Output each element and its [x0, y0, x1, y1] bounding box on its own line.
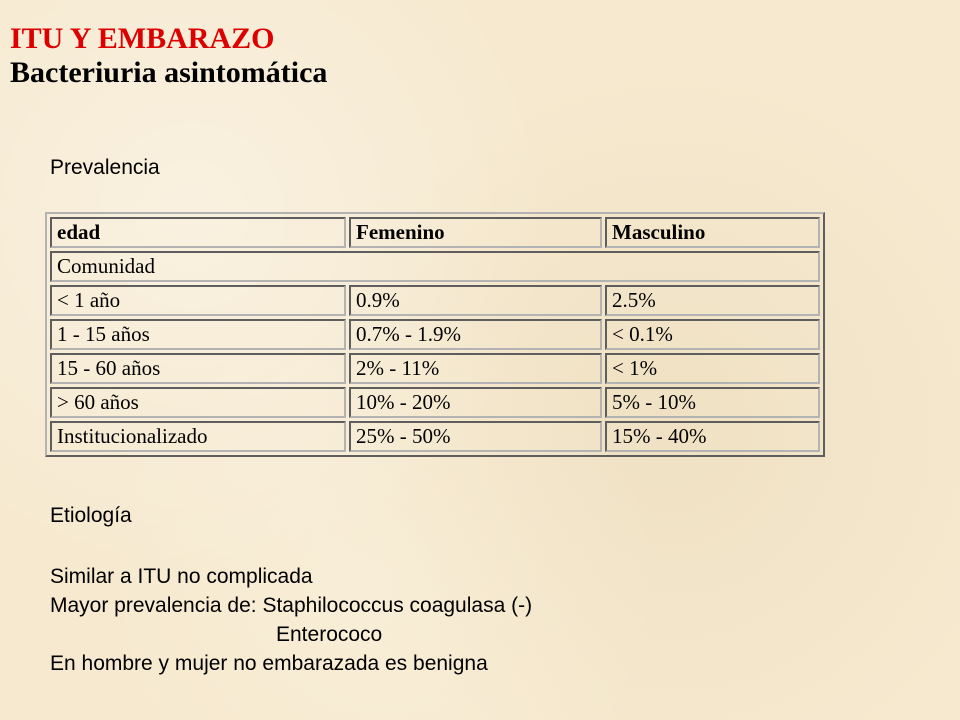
title-line-1: ITU Y EMBARAZO	[10, 22, 275, 55]
etiology-text	[50, 562, 532, 678]
table-row	[50, 285, 820, 316]
prevalence-heading: Prevalencia	[50, 156, 160, 179]
slide-title	[10, 22, 327, 90]
etiology-line-indented: Enterococo	[276, 623, 383, 646]
table-row	[50, 319, 820, 350]
etiology-heading: Etiología	[50, 504, 132, 527]
table-section-row	[50, 251, 820, 282]
section-label-cell: Comunidad	[50, 251, 820, 282]
title-line-2: Bacteriuria asintomática	[10, 56, 328, 89]
header-cell-male: Masculino	[605, 217, 820, 248]
cell-age: < 1 año	[50, 285, 346, 316]
table-row	[50, 421, 820, 452]
cell-male: < 1%	[605, 353, 820, 384]
header-cell-age: edad	[50, 217, 346, 248]
prevalence-table	[45, 212, 825, 457]
cell-female: 2% - 11%	[349, 353, 602, 384]
etiology-line: Mayor prevalencia de: Staphilococcus coagulasa (-)	[50, 594, 533, 617]
cell-age: > 60 años	[50, 387, 346, 418]
cell-age: Institucionalizado	[50, 421, 346, 452]
table-row	[50, 353, 820, 384]
cell-male: 5% - 10%	[605, 387, 820, 418]
cell-male: 2.5%	[605, 285, 820, 316]
cell-female: 25% - 50%	[349, 421, 602, 452]
cell-male: 15% - 40%	[605, 421, 820, 452]
cell-age: 1 - 15 años	[50, 319, 346, 350]
cell-female: 0.9%	[349, 285, 602, 316]
etiology-line: Similar a ITU no complicada	[50, 565, 313, 588]
header-cell-female: Femenino	[349, 217, 602, 248]
table-header-row	[50, 217, 820, 248]
cell-age: 15 - 60 años	[50, 353, 346, 384]
table-row	[50, 387, 820, 418]
cell-female: 0.7% - 1.9%	[349, 319, 602, 350]
cell-male: < 0.1%	[605, 319, 820, 350]
cell-female: 10% - 20%	[349, 387, 602, 418]
etiology-line: En hombre y mujer no embarazada es benigna	[50, 652, 488, 675]
